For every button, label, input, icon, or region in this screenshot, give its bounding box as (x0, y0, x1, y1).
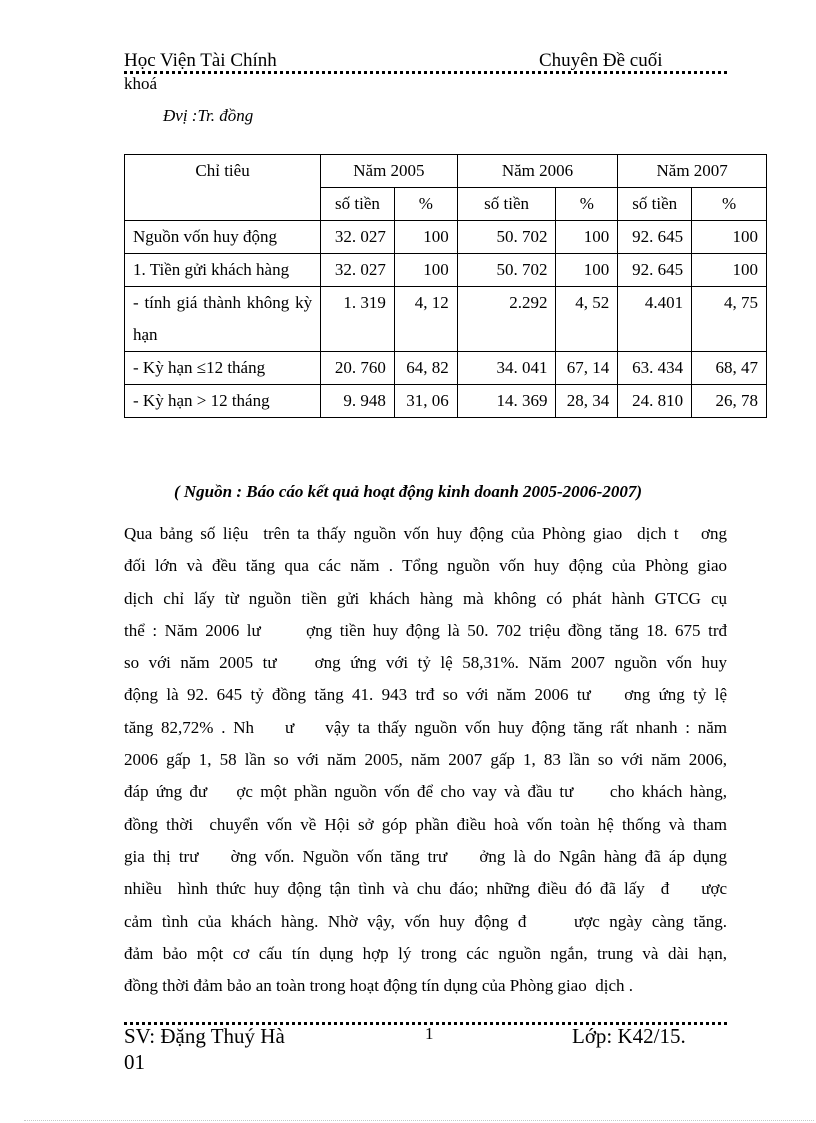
paragraph-line: đối lớn và đều tăng qua các năm . Tổng nguồn vốn huy động của Phòng giao (124, 556, 727, 576)
paragraph-line: gia thị trư ờng vốn. Nguồn vốn tăng trư ởng là do Ngân hàng đã áp dụng (124, 846, 727, 866)
cell-amount: 50. 702 (457, 254, 556, 287)
cell-percent: 64, 82 (394, 352, 457, 385)
cell-percent: 100 (556, 221, 618, 254)
cell-amount: 4.401 (618, 287, 692, 352)
subheader-percent: % (556, 188, 618, 221)
cell-amount: 92. 645 (618, 221, 692, 254)
paragraph-line: Qua bảng số liệu trên ta thấy nguồn vốn huy động của Phòng giao dịch t ơng (124, 524, 727, 543)
row-label: - Kỳ hạn ≤12 tháng (125, 352, 321, 385)
table-row (125, 287, 767, 352)
cell-amount: 32. 027 (321, 254, 395, 287)
header-document-type: Chuyên Đề cuối (539, 50, 663, 71)
header-year-2005: Năm 2005 (321, 155, 458, 188)
page-number: 1 (425, 1024, 434, 1043)
cell-amount: 63. 434 (618, 352, 692, 385)
cell-amount: 14. 369 (457, 385, 556, 418)
row-label: 1. Tiền gửi khách hàng (125, 254, 321, 287)
cell-percent: 100 (692, 221, 767, 254)
paragraph-line: thể : Năm 2006 lư ợng tiền huy động là 50. 702 triệu đồng tăng 18. 675 trđ (124, 620, 727, 640)
cell-percent: 31, 06 (394, 385, 457, 418)
cell-amount: 20. 760 (321, 352, 395, 385)
paragraph-line: đồng thời chuyển vốn về Hội sở góp phần điều hoà vốn toàn hệ thống và tham (124, 814, 727, 834)
paragraph-line: động là 92. 645 tỷ đồng tăng 41. 943 trđ so với năm 2006 tư ơng ứng tỷ lệ (124, 685, 727, 705)
subheader-percent: % (692, 188, 767, 221)
paragraph-line: 2006 gấp 1, 58 lần so với năm 2005, năm 2007 gấp 1, 83 lần so với năm 2006, (124, 750, 727, 770)
table-row (125, 352, 767, 385)
page-bottom-edge (24, 1120, 814, 1121)
footer-class: Lớp: K42/15. (572, 1024, 686, 1048)
paragraph-line: đồng thời đảm bảo an toàn trong hoạt động tín dụng của Phòng giao dịch . (124, 976, 633, 996)
table-header-row (125, 155, 767, 188)
subheader-amount: số tiền (321, 188, 395, 221)
capital-mobilization-table (124, 154, 767, 418)
paragraph-line: đáp ứng đư ợc một phần nguồn vốn để cho vay và đầu tư cho khách hàng, (124, 782, 727, 802)
header-indicator: Chỉ tiêu (125, 155, 321, 221)
unit-label: Đvị :Tr. đồng (163, 106, 254, 125)
cell-percent: 4, 52 (556, 287, 618, 352)
cell-amount: 34. 041 (457, 352, 556, 385)
row-label: Nguồn vốn huy động (125, 221, 321, 254)
footer-student-name: SV: Đặng Thuý Hà (124, 1024, 285, 1048)
analysis-paragraph (124, 518, 727, 1002)
cell-percent: 4, 12 (394, 287, 457, 352)
paragraph-line: nhiều hình thức huy động tận tình và chu đáo; những điều đó đã lấy đ ược (124, 879, 727, 899)
row-label: - Kỳ hạn > 12 tháng (125, 385, 321, 418)
paragraph-line: cảm tình của khách hàng. Nhờ vậy, vốn huy động đ ược ngày càng tăng. (124, 911, 727, 931)
header-document-type-continued: khoá (124, 74, 158, 93)
table-row (125, 221, 767, 254)
cell-amount: 50. 702 (457, 221, 556, 254)
cell-percent: 100 (394, 254, 457, 287)
cell-amount: 1. 319 (321, 287, 395, 352)
header-school-name: Học Viện Tài Chính (124, 50, 277, 71)
paragraph-line: tăng 82,72% . Nh ư vậy ta thấy nguồn vốn huy động tăng rất nhanh : năm (124, 717, 727, 737)
header-divider (124, 71, 727, 74)
cell-amount: 9. 948 (321, 385, 395, 418)
cell-percent: 26, 78 (692, 385, 767, 418)
cell-percent: 68, 47 (692, 352, 767, 385)
cell-percent: 28, 34 (556, 385, 618, 418)
table-row (125, 385, 767, 418)
paragraph-line: đảm bảo một cơ cấu tín dụng hợp lý trong các nguồn ngắn, trung và dài hạn, (124, 943, 727, 963)
cell-percent: 100 (692, 254, 767, 287)
subheader-amount: số tiền (618, 188, 692, 221)
paragraph-line: so với năm 2005 tư ơng ứng với tỷ lệ 58,31%. Năm 2007 nguồn vốn huy (124, 653, 727, 673)
footer-class-continued: 01 (124, 1050, 145, 1074)
cell-amount: 92. 645 (618, 254, 692, 287)
cell-percent: 100 (556, 254, 618, 287)
cell-percent: 100 (394, 221, 457, 254)
subheader-amount: số tiền (457, 188, 556, 221)
cell-percent: 67, 14 (556, 352, 618, 385)
row-label: - tính giá thành không kỳ hạn (125, 287, 321, 352)
cell-amount: 24. 810 (618, 385, 692, 418)
table-row (125, 254, 767, 287)
header-year-2006: Năm 2006 (457, 155, 618, 188)
paragraph-line: dịch chỉ lấy từ nguồn tiền gửi khách hàng mà không có phát hành GTCG cụ (124, 588, 727, 608)
table-source-caption: ( Nguồn : Báo cáo kết quả hoạt động kinh doanh 2005-2006-2007) (173, 482, 643, 501)
cell-percent: 4, 75 (692, 287, 767, 352)
cell-amount: 2.292 (457, 287, 556, 352)
header-year-2007: Năm 2007 (618, 155, 767, 188)
cell-amount: 32. 027 (321, 221, 395, 254)
subheader-percent: % (394, 188, 457, 221)
